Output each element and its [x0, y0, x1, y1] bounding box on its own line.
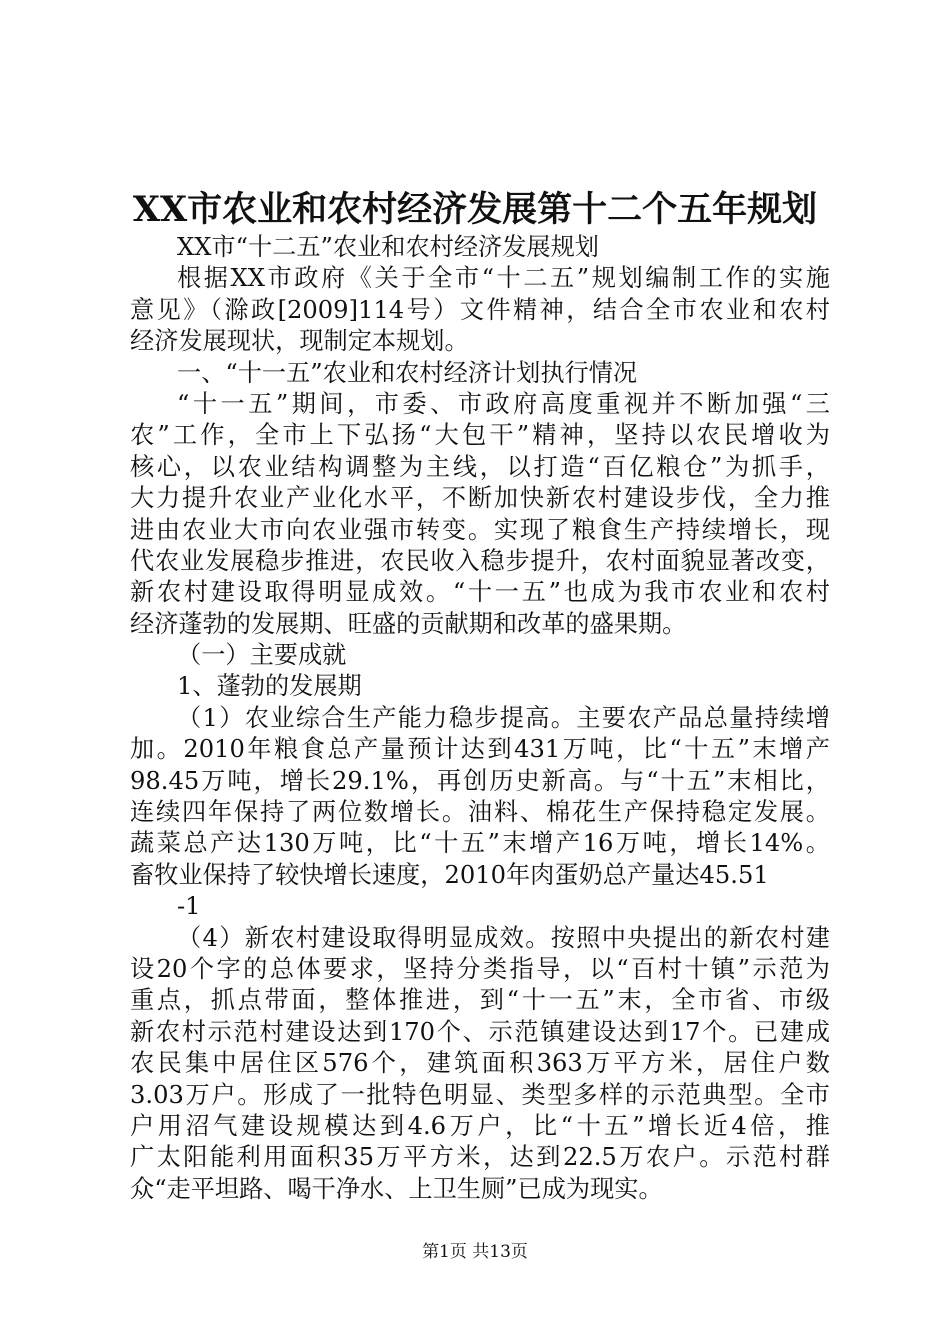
text-line: 经济蓬勃的发展期、旺盛的贡献期和改革的盛果期。	[130, 609, 687, 638]
text-line: 核心，以农业结构调整为主线，以打造“百亿粮仓”为抓手，	[130, 452, 830, 481]
text-line: 进由农业大市向农业强市转变。实现了粮食生产持续增长，现	[130, 515, 830, 544]
text-line: 设20个字的总体要求，坚持分类指导，以“百村十镇”示范为	[130, 954, 830, 983]
text-line: 农”工作，全市上下弘扬“大包干”精神，坚持以农民增收为	[130, 421, 830, 450]
text-line: 新农村示范村建设达到170个、示范镇建设达到17个。已建成	[130, 1017, 830, 1046]
text-line: （1）农业综合生产能力稳步提高。主要农产品总量持续增	[177, 703, 830, 732]
text-line: 一、“十一五”农业和农村经济计划执行情况	[177, 358, 638, 387]
page-footer: 第1页 共13页	[422, 1242, 528, 1262]
text-line: 农民集中居住区576个，建筑面积363万平方米，居住户数	[130, 1049, 830, 1078]
text-line: 意见》（滁政[2009]114号）文件精神，结合全市农业和农村	[130, 295, 830, 324]
text-line: 98.45万吨，增长29.1%，再创历史新高。与“十五”末相比，	[130, 766, 830, 795]
text-line: “十一五”期间，市委、市政府高度重视并不断加强“三	[177, 389, 830, 418]
text-line: 众“走平坦路、喝干净水、上卫生厕”已成为现实。	[130, 1174, 663, 1203]
text-line: -1	[177, 892, 201, 921]
text-line: 代农业发展稳步推进，农民收入稳步提升，农村面貌显著改变，	[130, 546, 830, 575]
document-title: XX市农业和农村经济发展第十二个五年规划	[132, 189, 818, 230]
text-line: 畜牧业保持了较快增长速度，2010年肉蛋奶总产量达45.51	[130, 860, 769, 889]
text-line: 户用沼气建设规模达到4.6万户，比“十五”增长近4倍，推	[130, 1111, 830, 1140]
text-line: 重点，抓点带面，整体推进，到“十一五”末，全市省、市级	[130, 986, 830, 1015]
text-line: （4）新农村建设取得明显成效。按照中央提出的新农村建	[177, 923, 830, 952]
text-line: 根据XX市政府《关于全市“十二五”规划编制工作的实施	[177, 264, 830, 293]
text-line: （一）主要成就	[177, 641, 347, 670]
text-line: 1、蓬勃的发展期	[177, 672, 362, 701]
text-line: 广太阳能利用面积35万平方米，达到22.5万农户。示范村群	[130, 1143, 830, 1172]
text-line: 新农村建设取得明显成效。“十一五”也成为我市农业和农村	[130, 578, 830, 607]
text-line: 加。2010年粮食总产量预计达到431万吨，比“十五”末增产	[130, 735, 830, 764]
text-line: 大力提升农业产业化水平，不断加快新农村建设步伐，全力推	[130, 484, 830, 513]
text-line: 经济发展现状，现制定本规划。	[130, 327, 469, 356]
document-body	[130, 232, 830, 1205]
text-line: 蔬菜总产达130万吨，比“十五”末增产16万吨，增长14%。	[130, 829, 830, 858]
text-line: 3.03万户。形成了一批特色明显、类型多样的示范典型。全市	[130, 1080, 830, 1109]
text-line: 连续四年保持了两位数增长。油料、棉花生产保持稳定发展。	[130, 798, 830, 827]
text-line: XX市“十二五”农业和农村经济发展规划	[177, 233, 599, 261]
